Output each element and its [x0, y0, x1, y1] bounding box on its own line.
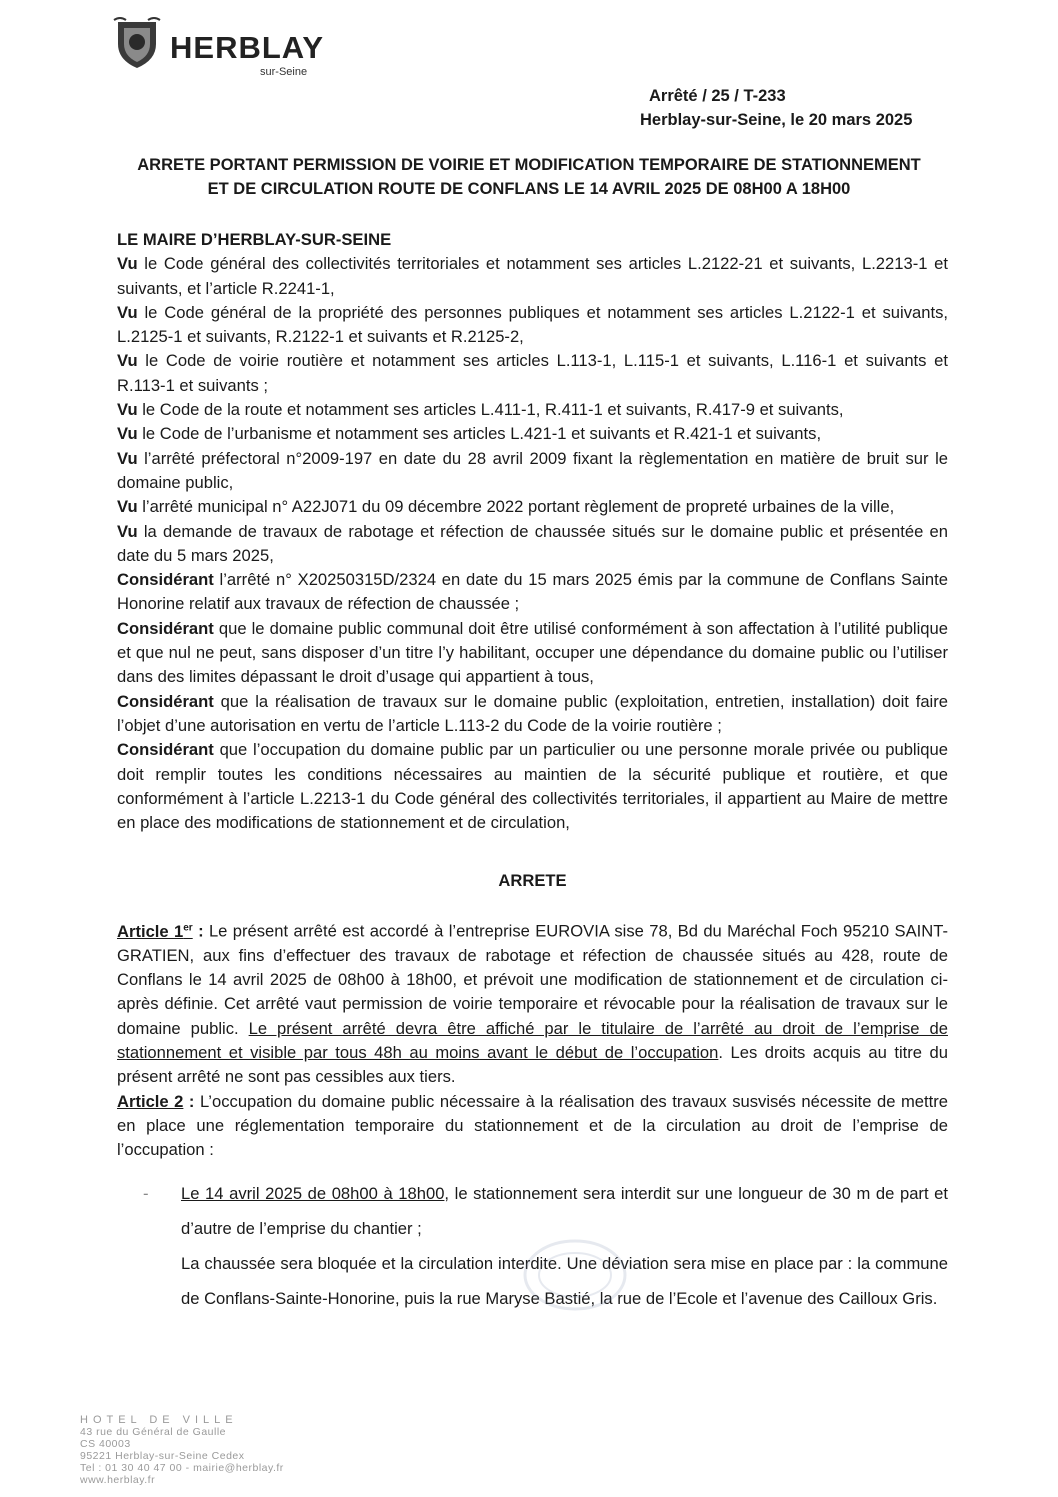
article-1-tail: . Les droits acquis au titre du présent arrêté ne sont pas cessibles aux tiers. — [117, 1043, 948, 1087]
clause-text: l’arrêté municipal n° A22J071 du 09 décembre 2022 portant règlement de propreté urbaines de la ville, — [137, 497, 895, 517]
clause — [117, 690, 948, 739]
bullet-date: Le 14 avril 2025 de 08h00 à 18h00 — [181, 1184, 445, 1203]
clause — [117, 252, 948, 301]
clause-keyword: Vu — [117, 302, 138, 322]
article-1-text: Le présent arrêté est accordé à l’entreprise EUROVIA sise 78, Bd du Maréchal Foch 95210 SAINT-GRATIEN, aux fins d’effectuer des travaux de rabotage et réfection de chaussée situés au 428, route de Conflans le 14 avril 2025 de 08h00 à 18h00, et prévoit une modification de stationnement et de circulation ci-après définie. Cet arrêté vaut permission de voirie temporaire et révocable pour la réalisation de travaux sur le domaine public. — [117, 921, 948, 1038]
clause — [117, 447, 948, 496]
clause-keyword: Considérant — [117, 740, 214, 760]
clause-text: le Code général de la propriété des personnes publiques et notamment ses articles L.2122-1 et suivants, L.2125-1 et suivants, R.2122-1 et suivants et R.2125-2, — [117, 302, 948, 347]
clause-text: le Code de l’urbanisme et notamment ses articles L.421-1 et suivants et R.421-1 et suivants, — [137, 424, 822, 444]
article-1-underlined-text: Le présent arrêté devra être affiché par le titulaire de l’arrêté au droit de l’emprise de stationnement et visible par tous 48h au moins avant le début de l’occupation — [117, 1018, 948, 1063]
clause-keyword: Considérant — [117, 570, 214, 590]
clause — [117, 398, 948, 422]
clause-keyword: Vu — [117, 351, 138, 371]
clause-keyword: Vu — [117, 424, 138, 444]
title-line-2: ET DE CIRCULATION ROUTE DE CONFLANS LE 14 AVRIL 2025 DE 08H00 A 18H00 — [207, 180, 851, 198]
article-1 — [117, 916, 948, 1090]
preamble — [117, 228, 948, 835]
footer-title: HOTEL DE VILLE — [80, 1414, 238, 1426]
arrete-heading: ARRETE — [498, 871, 567, 890]
clause — [117, 301, 948, 350]
clause — [117, 422, 948, 446]
document-title — [100, 153, 958, 201]
clause-keyword: Vu — [117, 448, 138, 468]
herblay-logo — [112, 16, 352, 76]
clause-text: le Code de voirie routière et notamment ses articles L.113-1, L.115-1 et suivants, L.116-1 et suivants et R.113-1 et suivants ; — [117, 351, 948, 395]
article-1-colon: : — [192, 921, 204, 941]
clause — [117, 738, 948, 835]
title-line-1: ARRETE PORTANT PERMISSION DE VOIRIE ET MODIFICATION TEMPORAIRE DE STATIONNEMENT — [137, 156, 921, 174]
arrete-reference: Arrêté / 25 / T-233 — [649, 87, 786, 105]
clause-keyword: Vu — [117, 254, 138, 274]
article-2-label: Article 2 — [117, 1091, 184, 1111]
clause — [117, 520, 948, 569]
place-date: Herblay-sur-Seine, le 20 mars 2025 — [640, 111, 913, 129]
footer-line: 43 rue du Général de Gaulle — [80, 1426, 227, 1438]
article-2-text: L’occupation du domaine public nécessaire à la réalisation des travaux susvisés nécessite de mettre en place une réglementation temporaire du stationnement et de la circulation au droit de l’emprise de l’occupation : — [117, 1091, 949, 1160]
faded-stamp-icon — [520, 1235, 630, 1315]
clause — [117, 617, 948, 690]
city-crest-icon — [112, 16, 162, 70]
articles — [117, 916, 948, 1163]
reference-block — [640, 84, 940, 132]
article-2-colon: : — [183, 1091, 195, 1111]
clause — [117, 349, 948, 398]
clause-keyword: Vu — [117, 400, 138, 420]
footer-line: CS 40003 — [80, 1438, 131, 1450]
clause-text: que la réalisation de travaux sur le domaine public (exploitation, entretien, installation) doit faire l’objet d’une autorisation en vertu de l’article L.113-2 du Code de la voirie routière ; — [117, 691, 948, 735]
mayor-heading: LE MAIRE D’HERBLAY-SUR-SEINE — [117, 230, 392, 249]
article-1-label — [117, 922, 193, 941]
footer-address — [80, 1414, 320, 1486]
clause — [117, 495, 948, 519]
article-1-label-text: Article 1 — [117, 921, 184, 941]
clause-text: que l’occupation du domaine public par un particulier ou une personne morale privée ou publique doit remplir toutes les conditions nécessaires au maintien de la sécurité publique et routière, et que conformément à l’article L.2213-1 du Code général des collectivités territoriales, il appartient au Maire de mettre en place des modifications de stationnement et de circulation, — [117, 740, 948, 833]
footer-line: Tel : 01 30 40 47 00 - mairie@herblay.fr — [80, 1462, 284, 1474]
clause — [117, 568, 948, 617]
clause-text: l’arrêté n° X20250315D/2324 en date du 15 mars 2025 émis par la commune de Conflans Sainte Honorine relatif aux travaux de réfection de chaussée ; — [117, 570, 948, 614]
clause-keyword: Considérant — [117, 618, 214, 638]
clause-text: la demande de travaux de rabotage et réfection de chaussée situés sur le domaine public et présentée en date du 5 mars 2025, — [117, 521, 948, 565]
clause-text: le Code de la route et notamment ses articles L.411-1, R.411-1 et suivants, R.417-9 et suivants, — [137, 400, 844, 420]
footer-line: www.herblay.fr — [80, 1474, 156, 1486]
bullet-dash: - — [143, 1184, 149, 1203]
article-1-label-sup: er — [183, 922, 193, 933]
clause-text: que le domaine public communal doit être utilisé conformément à son affectation à l’utilité publique et que nul ne peut, sans disposer d’un titre l’y habilitant, occuper une dépendance du domaine public ou l’utiliser dans des limites dépassant le droit d’usage qui appartient à tous, — [117, 618, 948, 687]
bullet-continuation: La chaussée sera bloquée et la circulation interdite. Une déviation sera mise en place par : la commune de Conflans-Sainte-Honorine, puis la rue Maryse Bastié, la rue de l’Ecole et l’avenue des Cailloux Gris. — [181, 1254, 948, 1308]
clause-text: l’arrêté préfectoral n°2009-197 en date du 28 avril 2009 fixant la règlementation en matière de bruit sur le domaine public, — [117, 448, 948, 492]
logo-name: HERBLAY — [170, 30, 324, 65]
clause-text: le Code général des collectivités territoriales et notamment ses articles L.2122-21 et suivants, L.2213-1 et suivants, et l’article R.2241-1, — [117, 254, 948, 298]
clause-keyword: Considérant — [117, 691, 214, 711]
article-2 — [117, 1090, 948, 1163]
bullet-measure: , le stationnement sera interdit sur une longueur de 30 m de part et d’autre de l’emprise du chantier ; — [181, 1184, 949, 1238]
footer-line: 95221 Herblay-sur-Seine Cedex — [80, 1450, 245, 1462]
clause-keyword: Vu — [117, 497, 138, 517]
logo-subtitle: sur-Seine — [260, 66, 308, 78]
clause-keyword: Vu — [117, 521, 138, 541]
